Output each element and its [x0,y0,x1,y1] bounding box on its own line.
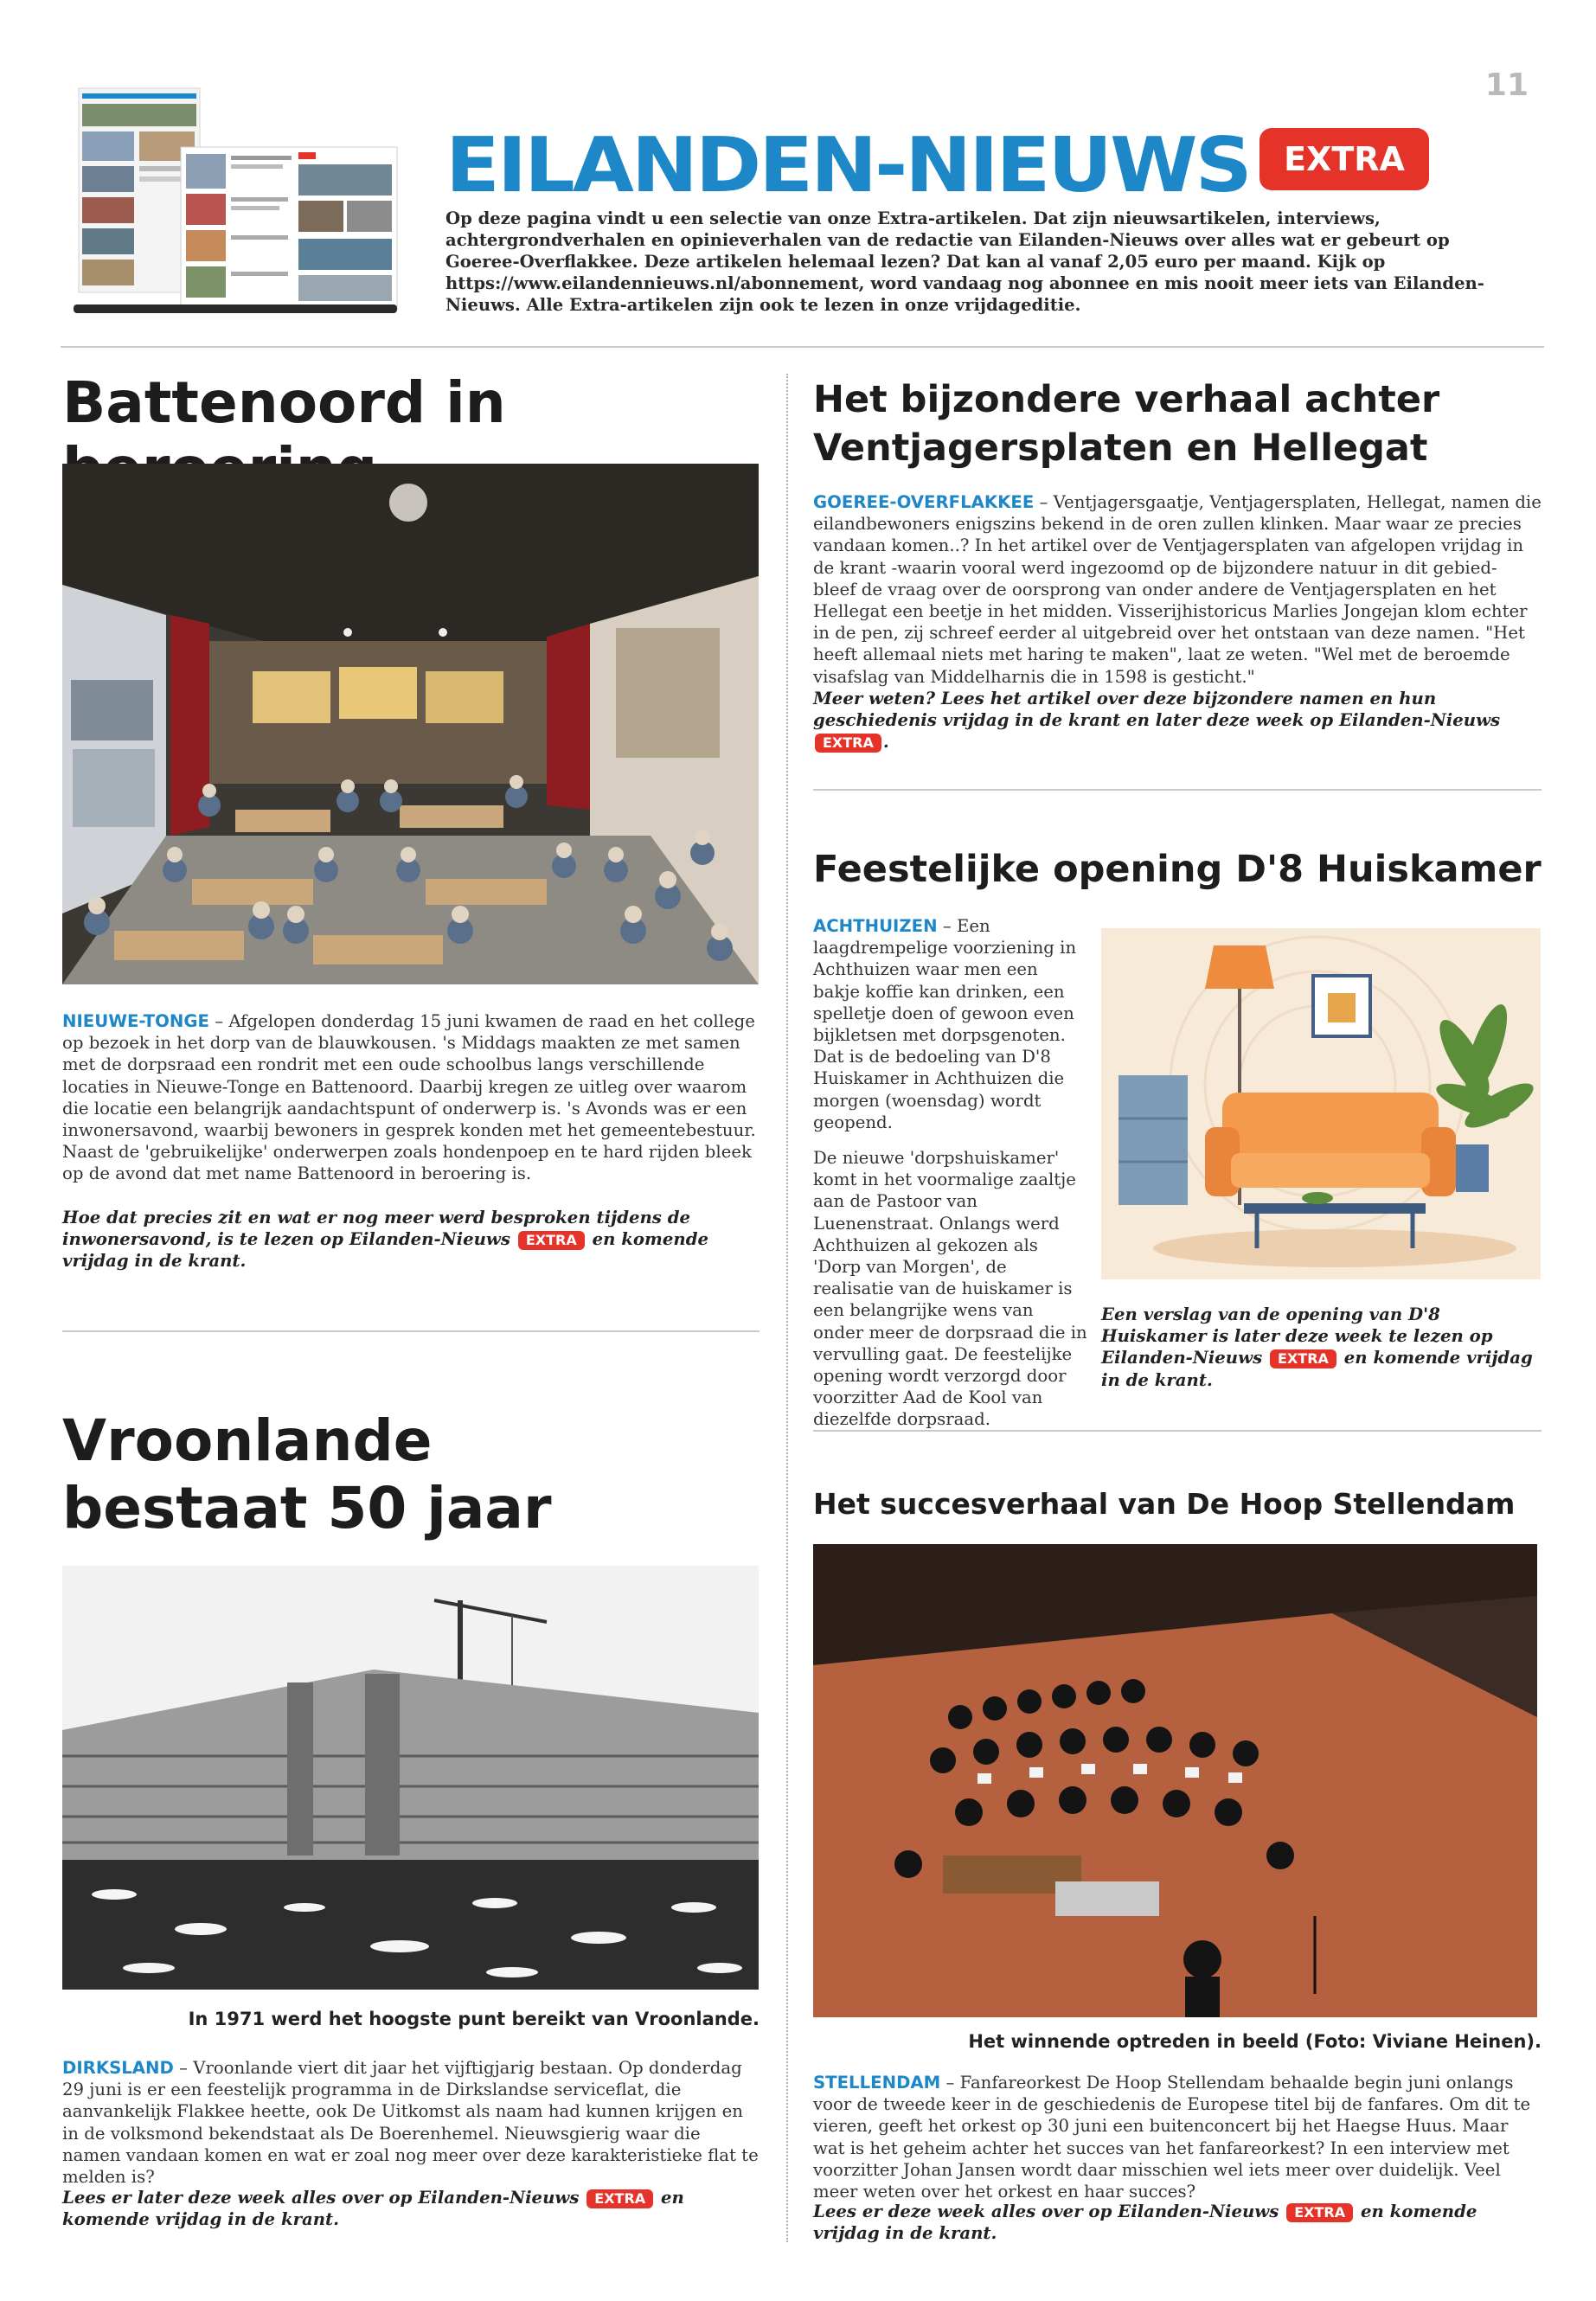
vroonlande-text: Vroonlande viert dit jaar het vijftigjarig bestaan. Op donderdag 29 juni is er een feestelijk programma in de Dirkslandse serviceflat, die aanvankelijk Flakkee heette, ook De Uitkomst als naam had kunnen krijgen en in de volksmond bekendstaat als De Boerenhemel. Nieuwsgierig waar die namen vandaan komen en wat er zoal nog meer over deze karakteristieke flat te melden is? [62,2058,759,2188]
extra-pill[interactable]: EXTRA [815,734,881,753]
right-divider-1 [813,789,1542,791]
vroonlande-body: DIRKSLAND – Vroonlande viert dit jaar het vijftigjarig bestaan. Op donderdag 29 juni is er een feestelijk programma in de Dirkslandse serviceflat, die aanvankelijk Flakkee heette, ook De Uitkomst als naam had kunnen krijgen en in de volksmond bekendstaat als De Boerenhemel. Nieuwsgierig waar die namen vandaan komen en wat er zoal nog meer over deze karakteristieke flat te melden is? [62,2058,759,2188]
left-divider [62,1330,760,1332]
vroonlande-caption: In 1971 werd het hoogste punt bereikt van Vroonlande. [188,2009,760,2029]
extra-pill[interactable]: EXTRA [1270,1349,1336,1368]
battenoord-photo [62,464,759,984]
vroonlande-title-line2: bestaat 50 jaar [62,1475,552,1541]
ventjagers-body: GOEREE-OVERFLAKKEE – Ventjagersgaatje, Ventjagersplaten, Hellegat, namen die eilandbewoners enigszins bekend in de oren zullen klinken. Maar waar ze precies vandaan komen..? In het artikel over de Ventjagersplaten van afgelopen vrijdag in de krant -waarin vooral werd ingezoomd op de bijzondere natuur in dit gebied- bleef de vraag over de oorsprong van onder andere de Ventjagersplaten en het Hellegat een beetje in het midden. Visserijhistoricus Marlies Jongejan klom echter in de pen, zij schreef eerder al uitgebreid over het ontstaan van deze namen. "Het heeft allemaal niets met haring te maken", laat ze weten. "Wel met de beroemde visafslag van Middelharnis die in 1598 is gesticht." [813,492,1542,687]
vroonlande-photo [62,1566,759,1990]
column-divider [786,374,788,2242]
ventjagers-dateline: GOEREE-OVERFLAKKEE [813,492,1035,512]
right-divider-2 [813,1430,1542,1432]
devices-illustration [74,87,402,318]
eilanden-nieuws-logo: EILANDEN-NIEUWS [445,121,1250,209]
dehoop-dateline: STELLENDAM [813,2073,941,2093]
d8-teaser-text: Een verslag van de opening van D'8 Huiskamer is later deze week te lezen op Eilanden-Nieuws [1101,1304,1493,1368]
d8-teaser-end: en komende vrijdag in de krant. [1101,1348,1533,1390]
vroonlande-teaser-text: Lees er later deze week alles over op Eilanden-Nieuws [62,2188,580,2208]
page-number: 11 [1484,67,1529,103]
d8-title: Feestelijke opening D'8 Huiskamer [813,848,1542,891]
vroonlande-title-line1: Vroonlande [62,1407,433,1474]
d8-teaser [1101,1304,1541,1391]
d8-text-1: Een laagdrempelige voorziening in Achthuizen waar men een bakje koffie kan drinken, een spelletje doen of gewoon even bijkletsen met dorpsgenoten. Dat is de bedoeling van D'8 Huiskamer in Achthuizen die morgen (woensdag) wordt geopend. [813,916,1077,1132]
battenoord-text: Afgelopen donderdag 15 juni kwamen de raad en het college op bezoek in het dorp van de blauwkousen. 's Middags maakten ze met samen met de dorpsraad een rondrit met een oude schoolbus langs verschillende locaties in Nieuwe-Tonge en Battenoord. Daarbij kregen ze uitleg over waarom die locatie een belangrijk aandachtspunt of onderwerp is. 's Avonds was er een inwonersavond, waarbij bewoners in gesprek konden met het gemeentebestuur. Naast de 'gebruikelijke' onderwerpen zoals hondenpoep en te hard rijden bleek op de avond dat met name Battenoord in beroering is. [62,1011,756,1184]
battenoord-body: NIEUWE-TONGE – Afgelopen donderdag 15 juni kwamen de raad en het college op bezoek in het dorp van de blauwkousen. 's Middags maakten ze met samen met de dorpsraad een rondrit met een oude schoolbus langs verschillende locaties in Nieuwe-Tonge en Battenoord. Daarbij kregen ze uitleg over waarom die locatie een belangrijk aandachtspunt of onderwerp is. 's Avonds was er een inwonersavond, waarbij bewoners in gesprek konden met het gemeentebestuur. Naast de 'gebruikelijke' onderwerpen zoals hondenpoep en te hard rijden bleek op de avond dat met name Battenoord in beroering is. [62,1011,756,1184]
dehoop-teaser [813,2201,1542,2244]
extra-badge: EXTRA [1259,128,1429,190]
battenoord-dateline: NIEUWE-TONGE [62,1011,209,1031]
dehoop-caption: Het winnende optreden in beeld (Foto: Viviane Heinen). [968,2031,1542,2052]
ventjagers-teaser-text: Meer weten? Lees het artikel over deze bijzondere namen en hun geschiedenis vrijdag in de krant en later deze week op Eilanden-Nieuws [813,689,1501,731]
vroonlande-dateline: DIRKSLAND [62,2058,174,2078]
battenoord-teaser-end: en komende vrijdag in de krant. [62,1229,709,1272]
ventjagers-teaser-end: . [882,732,889,753]
extra-pill[interactable]: EXTRA [518,1231,585,1250]
ventjagers-title: Het bijzondere verhaal achter Ventjagersplaten en Hellegat [813,378,1440,470]
vroonlande-teaser [62,2187,760,2230]
d8-body: ACHTHUIZEN – Een laagdrempelige voorziening in Achthuizen waar men een bakje koffie kan drinken, een spelletje doen of gewoon even bijkletsen met dorpsgenoten. Dat is de bedoeling van D'8 Huiskamer in Achthuizen die morgen (woensdag) wordt geopend. De nieuwe 'dorpshuiskamer' komt in het voormalige zaaltje aan de Pastoor van Luenenstraat. Onlangs werd Achthuizen al gekozen als 'Dorp van Morgen', de realisatie van de huiskamer is een belangrijke wens van onder meer de dorpsraad die in vervulling gaat. De feestelijke opening wordt verzorgd door voorzitter Aad de Kool van diezelfde dorpsraad. [813,916,1087,1430]
header-divider [61,346,1544,348]
dehoop-teaser-text: Lees er deze week alles over op Eilanden-Nieuws [813,2202,1279,2221]
dehoop-teaser-end: en komende vrijdag in de krant. [813,2202,1477,2244]
vroonlande-teaser-end: en komende vrijdag in de krant. [62,2188,684,2230]
dehoop-text: Fanfareorkest De Hoop Stellendam behaalde begin juni onlangs voor de tweede keer in de geschiedenis de Europese titel bij de fanfares. Om dit te vieren, geeft het orkest op 30 juni een buitenconcert bij het Haegse Huus. Maar wat is het geheim achter het succes van het fanfareorkest? In een interview met voorzitter Johan Jansen wordt daar misschien wel iets meer over duidelijk. Veel meer weten over het orkest en haar succes? [813,2073,1531,2202]
dehoop-title: Het succesverhaal van De Hoop Stellendam [813,1487,1516,1521]
d8-text-2: De nieuwe 'dorpshuiskamer' komt in het voormalige zaaltje aan de Pastoor van Luenenstraat. Onlangs werd Achthuizen al gekozen als 'Dorp van Morgen', de realisatie van de huiskamer is een belangrijke wens van onder meer de dorpsraad die in vervulling gaat. De feestelijke opening wordt verzorgd door voorzitter Aad de Kool van diezelfde dorpsraad. [813,1148,1087,1430]
intro-text: Op deze pagina vindt u een selectie van onze Extra-artikelen. Dat zijn nieuwsartikelen, interviews, achtergrondverhalen en opinieverhalen van de redactie van Eilanden-Nieuws over alles wat er gebeurt op Goeree-Overflakkee. Deze artikelen helemaal lezen? Dat kan al vanaf 2,05 euro per maand. Kijk op https://www.eilandennieuws.nl/abonnement, word vandaag nog abonnee en mis nooit meer iets van Eilanden-Nieuws. Alle Extra-artikelen zijn ook te lezen in onze vrijdageditie. [445,208,1484,315]
d8-illustration [1101,928,1541,1279]
extra-pill[interactable]: EXTRA [586,2189,653,2208]
dehoop-photo [813,1544,1537,2017]
dehoop-body: STELLENDAM – Fanfareorkest De Hoop Stellendam behaalde begin juni onlangs voor de tweede keer in de geschiedenis de Europese titel bij de fanfares. Om dit te vieren, geeft het orkest op 30 juni een buitenconcert bij het Haegse Huus. Maar wat is het geheim achter het succes van het fanfareorkest? In een interview met voorzitter Johan Jansen wordt daar misschien wel iets meer over duidelijk. Veel meer weten over het orkest en haar succes? [813,2073,1531,2202]
battenoord-teaser [62,1207,760,1272]
d8-dateline: ACHTHUIZEN [813,916,938,936]
ventjagers-teaser [813,688,1544,753]
extra-pill[interactable]: EXTRA [1286,2203,1353,2222]
battenoord-teaser-text: Hoe dat precies zit en wat er nog meer werd besproken tijdens de inwonersavond, is te lezen op Eilanden-Nieuws [62,1208,691,1250]
ventjagers-text: Ventjagersgaatje, Ventjagersplaten, Hellegat, namen die eilandbewoners enigszins bekend in de oren zullen klinken. Maar waar ze precies vandaan komen..? In het artikel over de Ventjagersplaten van afgelopen vrijdag in de krant -waarin vooral werd ingezoomd op de bijzondere natuur in dit gebied- bleef de vraag over de oorsprong van onder andere de Ventjagersplaten en het Hellegat een beetje in het midden. Visserijhistoricus Marlies Jongejan klom echter in de pen, zij schreef eerder al uitgebreid over het ontstaan van deze namen. "Het heeft allemaal niets met haring te maken", laat ze weten. "Wel met de beroemde visafslag van Middelharnis die in 1598 is gesticht." [813,492,1542,687]
battenoord-title: Battenoord in [62,369,506,436]
